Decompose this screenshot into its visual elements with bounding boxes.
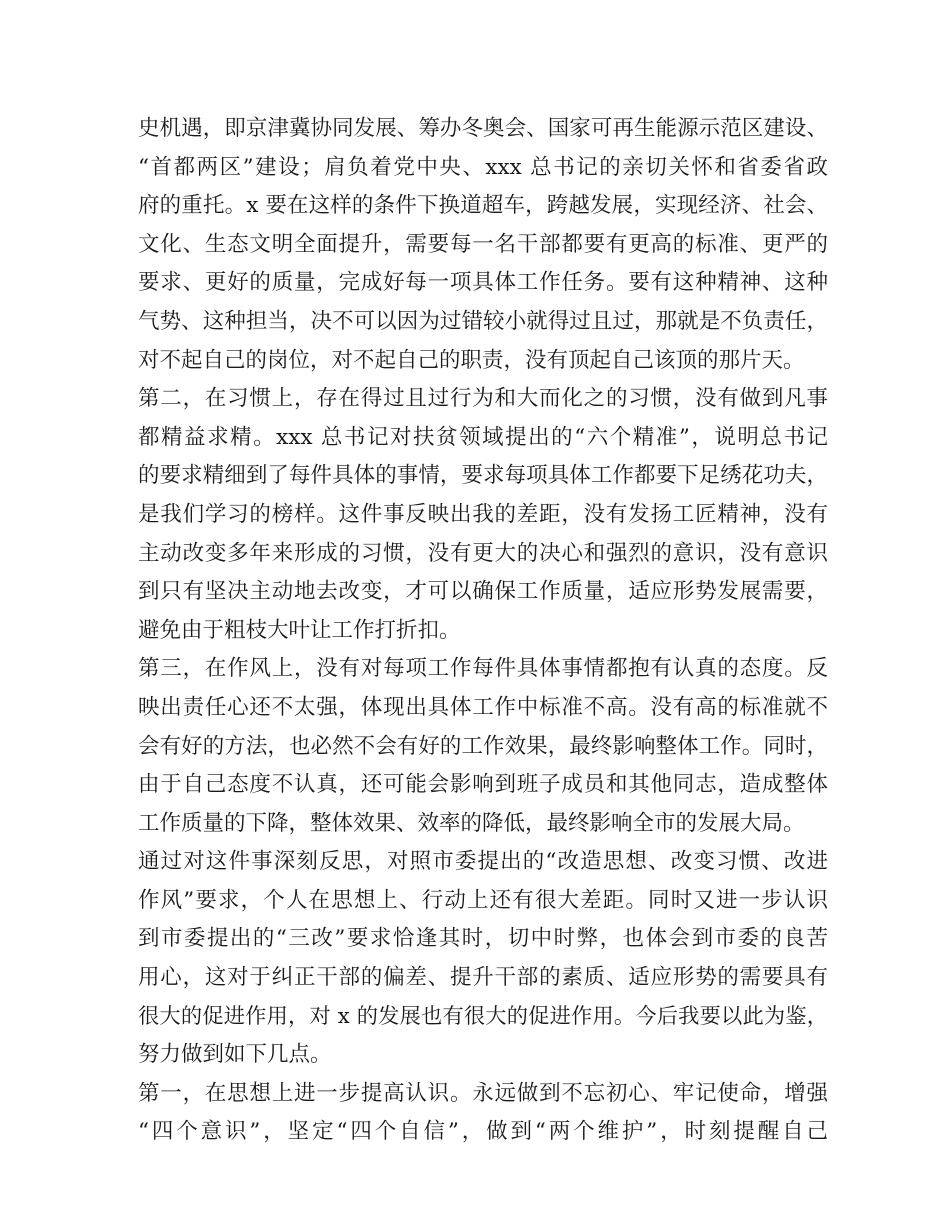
text-line: 是我们学习的榜样。这件事反映出我的差距，没有发扬工匠精神，没有: [138, 501, 828, 527]
body-text: [138, 110, 828, 1152]
text-line: “首都两区”建设；肩负着党中央、xxx 总书记的亲切关怀和省委省政: [138, 154, 828, 180]
text-line: 的要求精细到了每件具体的事情，要求每项具体工作都要下足绣花功夫，: [138, 463, 828, 489]
text-line: 工作质量的下降，整体效果、效率的降低，最终影响全市的发展大局。: [138, 810, 805, 836]
text-line: 对不起自己的岗位，对不起自己的职责，没有顶起自己该顶的那片天。: [138, 347, 805, 373]
text-line: 努力做到如下几点。: [138, 1042, 332, 1068]
text-line: 文化、生态文明全面提升，需要每一名干部都要有更高的标准、更严的: [138, 231, 828, 257]
text-line: 避免由于粗枝大叶让工作打折扣。: [138, 617, 461, 643]
text-line: 会有好的方法，也必然不会有好的工作效果，最终影响整体工作。同时，: [138, 733, 828, 759]
text-line: “四个意识”，坚定“四个自信”，做到“两个维护”，时刻提醒自己: [138, 1119, 828, 1145]
text-line: 用心，这对于纠正干部的偏差、提升干部的素质、适应形势的需要具有: [138, 965, 828, 991]
text-line: 到只有坚决主动地去改变，才可以确保工作质量，适应形势发展需要，: [138, 579, 828, 605]
text-line: 很大的促进作用，对 x 的发展也有很大的促进作用。今后我要以此为鉴，: [138, 1003, 828, 1029]
text-line: 史机遇，即京津冀协同发展、筹办冬奥会、国家可再生能源示范区建设、: [138, 116, 828, 141]
text-line: 主动改变多年来形成的习惯，没有更大的决心和强烈的意识，没有意识: [138, 540, 828, 566]
text-line: 第三，在作风上，没有对每项工作每件具体事情都抱有认真的态度。反: [138, 656, 828, 682]
text-line: 到市委提出的“三改”要求恰逢其时，切中时弊，也体会到市委的良苦: [138, 926, 828, 952]
text-line: 映出责任心还不太强，体现出具体工作中标准不高。没有高的标准就不: [138, 694, 828, 720]
text-line: 第二，在习惯上，存在得过且过行为和大而化之的习惯，没有做到凡事: [138, 386, 828, 412]
text-line: 气势、这种担当，决不可以因为过错较小就得过且过，那就是不负责任，: [138, 308, 828, 334]
text-line: 都精益求精。xxx 总书记对扶贫领域提出的“六个精准”，说明总书记: [138, 424, 828, 450]
text-line: 通过对这件事深刻反思，对照市委提出的“改造思想、改变习惯、改进: [138, 849, 828, 875]
text-line: 要求、更好的质量，完成好每一项具体工作任务。要有这种精神、这种: [138, 270, 828, 296]
text-line: 第一，在思想上进一步提高认识。永远做到不忘初心、牢记使命，增强: [138, 1080, 828, 1106]
text-line: 由于自己态度不认真，还可能会影响到班子成员和其他同志，造成整体: [138, 772, 828, 798]
text-line: 作风”要求，个人在思想上、行动上还有很大差距。同时又进一步认识: [138, 887, 828, 913]
text-line: 府的重托。x 要在这样的条件下换道超车，跨越发展，实现经济、社会、: [138, 193, 828, 219]
